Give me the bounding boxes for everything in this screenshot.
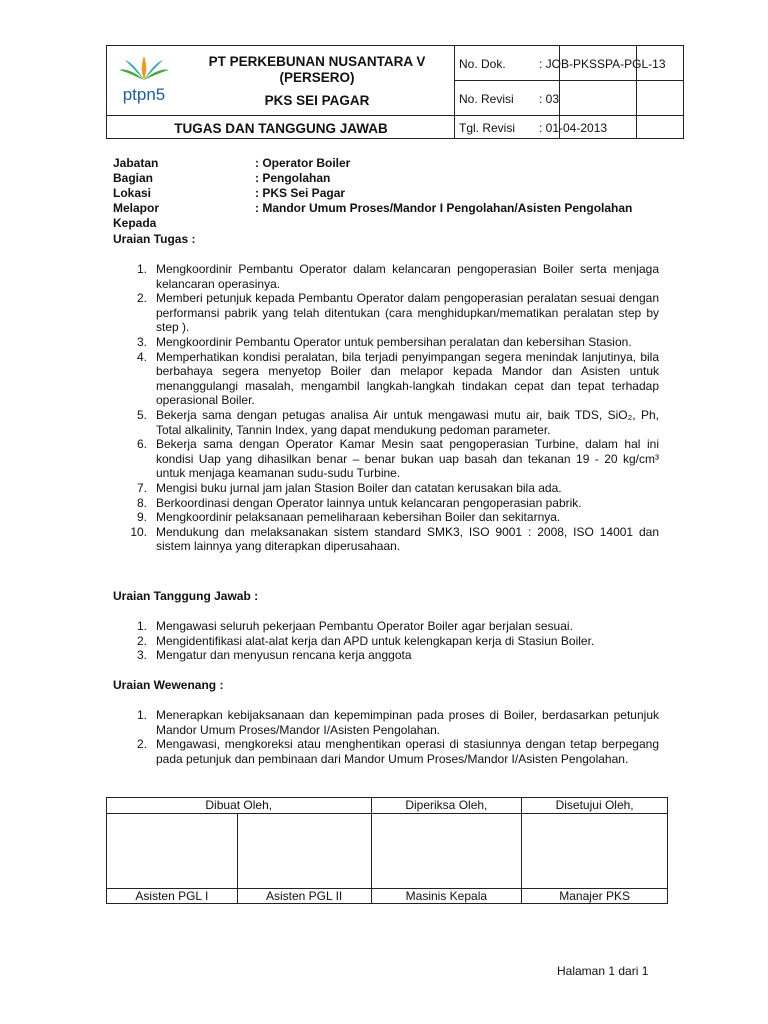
list-text: Mengkoordinir pelaksanaan pemeliharaan kebersihan Boiler dan sekitarnya. xyxy=(156,510,561,525)
list-item xyxy=(113,481,659,496)
list-text: Memperhatikan kondisi peralatan, bila terjadi penyimpangan segera menindak lanjutinya, bila berbahaya segera menyetop Boiler dan melapor kepada Mandor dan Asisten untuk menanggulangi masalah, mengambil langkah-langkah tindakan cepat dan tepat terhadap operasional Boiler. xyxy=(156,349,659,408)
list-number: 1. xyxy=(136,708,147,722)
company-logo xyxy=(111,50,177,112)
list-text: Berkoordinasi dengan Operator lainnya untuk kelancaran pengoperasian pabrik. xyxy=(156,495,582,510)
uraian-wewenang-title: Uraian Wewenang : xyxy=(113,678,224,692)
dibuat-oleh-header: Dibuat Oleh, xyxy=(107,798,372,814)
list-text: Mengidentifikasi alat-alat kerja dan APD untuk kelengkapan kerja di Stasiun Boiler. xyxy=(156,633,595,648)
no-revisi-label: No. Revisi xyxy=(459,92,514,106)
list-number: 8. xyxy=(136,495,147,510)
list-item xyxy=(113,634,659,649)
signature-space xyxy=(371,813,522,888)
list-text: Mengawasi, mengkoreksi atau menghentikan operasi di stasiunnya dengan tetap berpegang pada petunjuk dan pembinaan dari Mandor Umum Proses/Mandor I/Asisten Pengolahan. xyxy=(156,737,659,766)
signature-table xyxy=(106,797,668,904)
diperiksa-oleh-header: Diperiksa Oleh, xyxy=(371,798,522,814)
list-item xyxy=(113,619,659,634)
list-item xyxy=(113,350,659,408)
signatory-name: Manajer PKS xyxy=(522,888,668,904)
list-number: 2. xyxy=(136,291,147,306)
uraian-tugas-title: Uraian Tugas : xyxy=(113,232,196,246)
list-item xyxy=(113,262,659,291)
list-number: 2. xyxy=(136,633,147,648)
list-text: Bekerja sama dengan petugas analisa Air untuk mengawasi mutu air, baik TDS, SiO₂, Ph, Total alkalinity, Tannin Index, yang dapat mendukung pedoman parameter. xyxy=(156,407,659,437)
list-number: 3. xyxy=(136,648,147,663)
uraian-tanggung-jawab-list xyxy=(113,619,659,663)
list-text: Bekerja sama dengan Operator Kamar Mesin saat pengoperasian Turbine, dalam hal ini kondisi Uap yang dihasilkan benar – benar bukan uap basah dan tekanan 19 - 20 kg/cm³ untuk menjaga keamanan sudu-sudu Turbine. xyxy=(156,437,659,481)
list-number: 3. xyxy=(136,334,147,349)
info-key: Melapor Kepada xyxy=(113,201,160,230)
list-number: 9. xyxy=(136,510,147,525)
uraian-tugas-list xyxy=(113,262,659,554)
disetujui-oleh-header: Disetujui Oleh, xyxy=(522,798,668,814)
list-item xyxy=(113,525,659,554)
signature-space xyxy=(522,813,668,888)
signatory-name: Asisten PGL I xyxy=(107,888,238,904)
logo-text: ptpn5 xyxy=(122,85,166,104)
signatory-name: Asisten PGL II xyxy=(237,888,371,904)
list-number: 4. xyxy=(136,349,147,364)
list-item xyxy=(113,335,659,350)
uraian-tanggung-jawab-title: Uraian Tanggung Jawab : xyxy=(113,589,259,603)
signature-space xyxy=(107,813,238,888)
info-key: Lokasi xyxy=(113,186,152,200)
info-value: : Operator Boiler xyxy=(255,156,351,170)
tgl-revisi-label: Tgl. Revisi xyxy=(459,121,516,135)
info-key: Bagian xyxy=(113,171,154,185)
info-value: : Pengolahan xyxy=(255,171,331,185)
list-item xyxy=(113,291,659,335)
list-text: Mengatur dan menyusun rencana kerja anggota xyxy=(156,648,412,663)
company-name: PT PERKEBUNAN NUSANTARA V (PERSERO) xyxy=(208,54,426,85)
list-text: Mengkoordinir Pembantu Operator untuk pembersihan peralatan dan kebersihan Stasion. xyxy=(156,334,632,349)
list-item xyxy=(113,648,659,663)
list-item xyxy=(113,510,659,525)
signatory-name: Masinis Kepala xyxy=(371,888,522,904)
info-key: Jabatan xyxy=(113,156,159,170)
list-item xyxy=(113,496,659,511)
list-number: 7. xyxy=(136,480,147,495)
uraian-wewenang-list xyxy=(113,708,659,766)
list-number: 2. xyxy=(136,737,147,752)
document-header xyxy=(106,45,684,139)
signature-space xyxy=(237,813,371,888)
page-number: Halaman 1 dari 1 xyxy=(557,964,649,978)
info-value: : PKS Sei Pagar xyxy=(255,186,346,200)
tgl-revisi-value: : 01-04-2013 xyxy=(539,121,608,135)
list-item xyxy=(113,708,659,737)
list-number: 10. xyxy=(130,524,147,539)
list-text: Mengisi buku jurnal jam jalan Stasion Boiler dan catatan kerusakan bila ada. xyxy=(156,480,562,495)
list-number: 1. xyxy=(136,619,147,633)
unit-name: PKS SEI PAGAR xyxy=(264,93,370,108)
no-dok-value: : JOB-PKSSPA-PGL-13 xyxy=(539,57,666,71)
list-text: Menerapkan kebijaksanaan dan kepemimpinan pada proses di Boiler, berdasarkan petunjuk Mandor Umum Proses/Mandor I/Asisten Pengolahan. xyxy=(156,708,659,737)
list-number: 5. xyxy=(136,407,147,422)
no-revisi-value: : 03 xyxy=(539,92,560,106)
list-text: Memberi petunjuk kepada Pembantu Operator dalam pengoperasian peralatan sesuai dengan performansi pabrik yang telah ditentukan (cara menghidupkan/mematikan peralatan step by step ). xyxy=(156,291,659,335)
info-value: : Mandor Umum Proses/Mandor I Pengolahan/Asisten Pengolahan xyxy=(255,201,633,215)
list-text: Mendukung dan melaksanakan sistem standard SMK3, ISO 9001 : 2008, ISO 14001 dan sistem lainnya yang diterapkan diperusahaan. xyxy=(156,524,659,554)
list-number: 6. xyxy=(136,437,147,452)
list-item xyxy=(113,408,659,437)
list-item xyxy=(113,737,659,766)
list-number: 1. xyxy=(136,262,147,276)
no-dok-label: No. Dok. xyxy=(459,57,506,71)
document-title: TUGAS DAN TANGGUNG JAWAB xyxy=(174,121,388,136)
list-item xyxy=(113,437,659,481)
list-text: Mengkoordinir Pembantu Operator dalam kelancaran pengoperasian Boiler serta menjaga kelancaran operasinya. xyxy=(156,262,659,291)
list-text: Mengawasi seluruh pekerjaan Pembantu Operator Boiler agar berjalan sesuai. xyxy=(156,619,573,633)
